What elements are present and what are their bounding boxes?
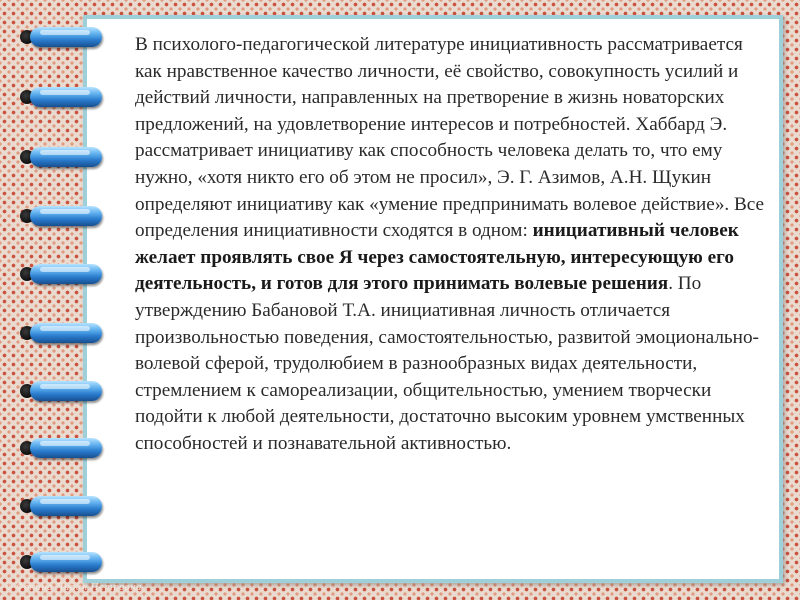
binder-ring [30, 206, 102, 226]
binder-ring [30, 552, 102, 572]
binder-ring [30, 147, 102, 167]
slide-text [135, 32, 765, 458]
binder-ring [30, 264, 102, 284]
binder-ring [30, 323, 102, 343]
binder-ring [30, 381, 102, 401]
slide-card [83, 15, 783, 583]
binder-ring [30, 496, 102, 516]
binder-ring [30, 87, 102, 107]
text-part-conclusion: . По утверждению Бабановой Т.А. инициативная личность отличается произвольностью поведения, самостоятельностью, развитой эмоционально-волевой сферой, трудолюбием в разнообразных видах деятельности, стремлением к самореализации, общительностью, умением творчески подойти к любой деятельности, достаточно высоким уровнем умственных способностей и познавательной активностью. [135, 273, 759, 454]
text-part-emphasis: инициативный человек желает проявлять свое Я через самостоятельную, интересующую его деятельность, и готов для этого принимать волевые решения [135, 220, 739, 295]
text-part-intro: В психолого-педагогической литературе инициативность рассматривается как нравственное качество личности, её свойство, совокупность усилий и действий личности, направленных на претворение в жизнь новаторских предложений, на удовлетворение интересов и потребностей. Хаббард Э. рассматривает инициативу как способность человека делать то, что ему нужно, «хотя никто его об этом не просил», Э. Г. Азимов, А.Н. Щукин определяют инициативу как «умение предпринимать волевое действие». Все определения инициативности сходятся в одном: [135, 34, 765, 242]
author-watermark: © Фокина Лидия Петровна [4, 583, 142, 593]
binder-ring [30, 27, 102, 47]
binder-ring [30, 438, 102, 458]
